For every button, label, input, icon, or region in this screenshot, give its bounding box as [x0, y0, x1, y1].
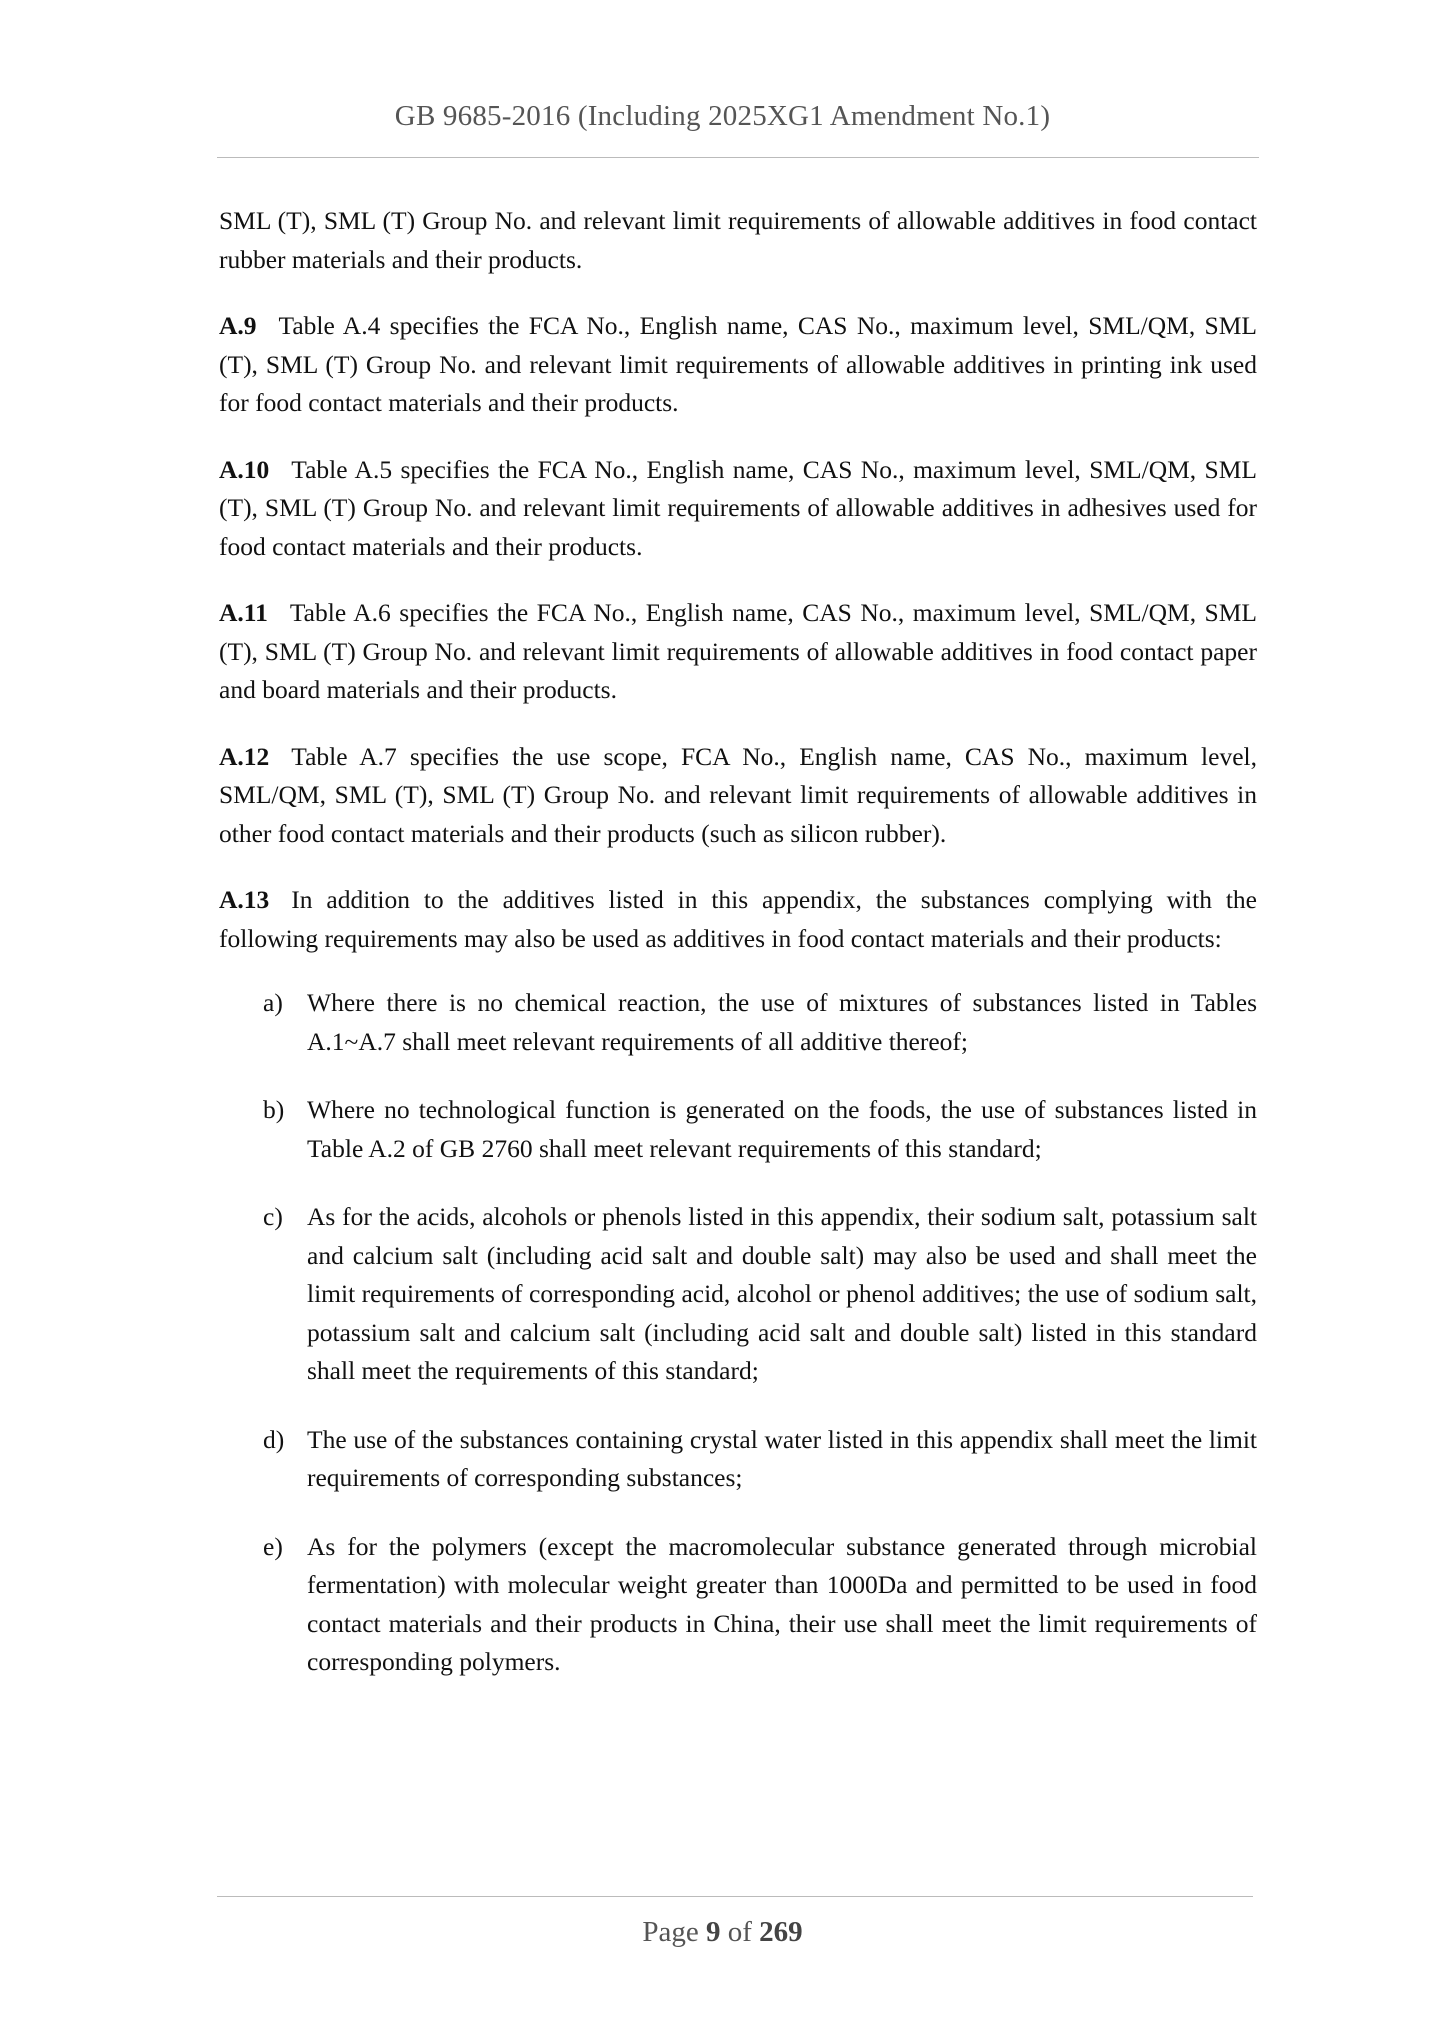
list-item-text: Where no technological function is generated on the foods, the use of substances listed in Table A.2 of GB 2760 shall meet relevant requirements of this standard;	[307, 1095, 1257, 1163]
page-word: Page	[642, 1916, 699, 1948]
of-word: of	[727, 1916, 752, 1948]
list-item-text: As for the polymers (except the macromolecular substance generated through microbial fermentation) with molecular weight greater than 1000Da and permitted to be used in food contact materials and their products in China, their use shall meet the limit requirements of corresponding polymers.	[307, 1531, 1257, 1676]
clause-number: A.9	[219, 311, 257, 340]
list-item-text: Where there is no chemical reaction, the use of mixtures of substances listed in Tables A.1~A.7 shall meet relevant requirements of all additive thereof;	[307, 988, 1257, 1056]
clause-number: A.11	[219, 598, 268, 627]
list-item	[219, 1091, 1257, 1168]
clause-a11	[219, 594, 1257, 710]
list-item	[219, 1198, 1257, 1391]
list-item-text: The use of the substances containing crystal water listed in this appendix shall meet the limit requirements of corresponding substances;	[307, 1424, 1257, 1492]
requirements-list	[219, 984, 1257, 1682]
list-item-text: As for the acids, alcohols or phenols listed in this appendix, their sodium salt, potassium salt and calcium salt (including acid salt and double salt) may also be used and shall meet the limit requirements of corresponding acid, alcohol or phenol additives; the use of sodium salt, potassium salt and calcium salt (including acid salt and double salt) listed in this standard shall meet the requirements of this standard;	[307, 1202, 1257, 1385]
intro-paragraph: SML (T), SML (T) Group No. and relevant limit requirements of allowable additives in food contact rubber materials and their products.	[219, 206, 1257, 274]
clause-a12	[219, 738, 1257, 854]
document-body	[219, 202, 1257, 1712]
clause-a9	[219, 307, 1257, 423]
page-header-title: GB 9685-2016 (Including 2025XG1 Amendment No.1)	[394, 100, 1051, 132]
list-marker: a)	[263, 988, 283, 1017]
list-marker: c)	[263, 1202, 283, 1231]
list-item	[219, 984, 1257, 1061]
header-divider	[217, 157, 1259, 158]
clause-number: A.13	[219, 885, 270, 914]
list-item	[219, 1528, 1257, 1682]
list-item	[219, 1421, 1257, 1498]
clause-text: Table A.4 specifies the FCA No., English name, CAS No., maximum level, SML/QM, SML (T), SML (T) Group No. and relevant limit requirements of allowable additives in printing ink used for food contact materials and their products.	[219, 311, 1257, 417]
footer-divider	[217, 1896, 1253, 1897]
page-footer	[0, 1916, 1445, 1949]
clause-text: Table A.6 specifies the FCA No., English name, CAS No., maximum level, SML/QM, SML (T), SML (T) Group No. and relevant limit requirements of allowable additives in food contact paper and board materials and their products.	[219, 598, 1257, 704]
clause-a10	[219, 451, 1257, 567]
list-marker: e)	[263, 1531, 283, 1561]
total-pages: 269	[759, 1916, 803, 1948]
clause-number: A.10	[219, 454, 270, 484]
clause-text: Table A.7 specifies the use scope, FCA No., English name, CAS No., maximum level, SML/QM, SML (T), SML (T) Group No. and relevant limit requirements of allowable additives in other food contact materials and their products (such as silicon rubber).	[219, 741, 1257, 848]
clause-text: In addition to the additives listed in this appendix, the substances complying with the following requirements may also be used as additives in food contact materials and their products:	[219, 885, 1257, 953]
clause-number: A.12	[219, 741, 270, 771]
list-marker: b)	[263, 1095, 285, 1124]
clause-a13	[219, 881, 1257, 958]
clause-text: Table A.5 specifies the FCA No., English name, CAS No., maximum level, SML/QM, SML (T), SML (T) Group No. and relevant limit requirements of allowable additives in adhesives used for food contact materials and their products.	[219, 454, 1257, 561]
page-number: 9	[705, 1916, 721, 1948]
list-marker: d)	[263, 1424, 285, 1454]
